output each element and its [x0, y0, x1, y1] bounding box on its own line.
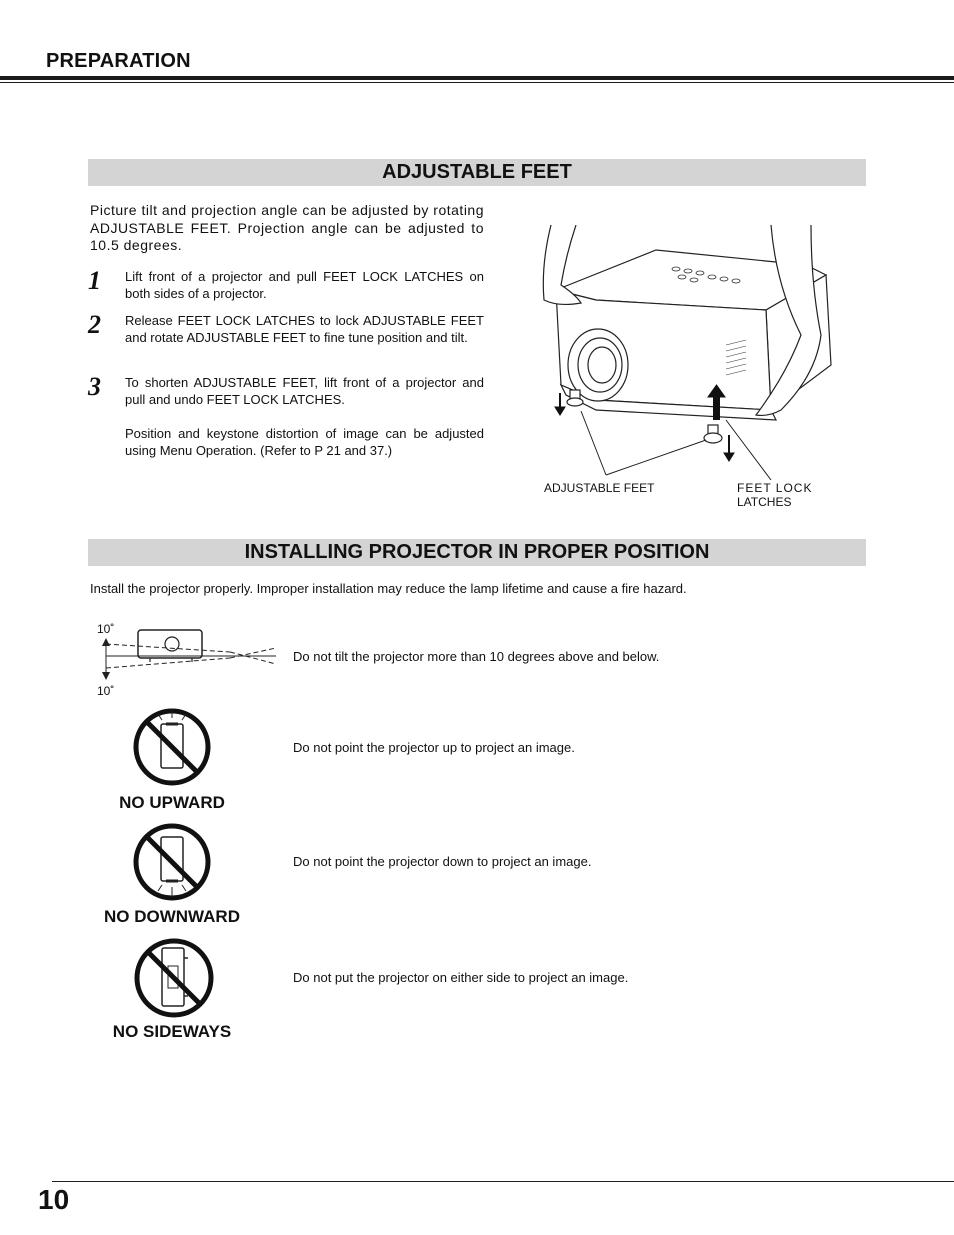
page-number: 10 [38, 1184, 70, 1215]
header-rule-thin [0, 82, 954, 83]
step-2-text: Release FEET LOCK LATCHES to lock ADJUSTABLE FEET and rotate ADJUSTABLE FEET to fine tune position and tilt. [125, 313, 484, 345]
footer-rule [52, 1181, 954, 1182]
adjustable-feet-intro: Picture tilt and projection angle can be adjusted by rotating ADJUSTABLE FEET. Projection angle can be adjusted to 10.5 degrees. [90, 202, 484, 253]
projector-illustration [536, 225, 846, 480]
menu-note: Position and keystone distortion of image can be adjusted using Menu Operation. (Refer to P 21 and 37.) [125, 426, 484, 458]
page-section-title: PREPARATION [46, 50, 191, 72]
header-rule [0, 76, 954, 80]
step-3-number: 3 [88, 372, 101, 401]
no-downward-label: NO DOWNWARD [104, 907, 240, 926]
no-sideways-icon [130, 936, 218, 1020]
no-upward-text: Do not point the projector up to project an image. [293, 740, 575, 755]
feet-lock-caption-line1: FEET LOCK [737, 481, 813, 495]
adjustable-feet-heading: ADJUSTABLE FEET [88, 159, 866, 186]
no-upward-label: NO UPWARD [119, 793, 225, 812]
no-upward-icon [130, 706, 214, 788]
step-3-text: To shorten ADJUSTABLE FEET, lift front of a projector and pull and undo FEET LOCK LATCHES. [125, 375, 484, 407]
tilt-degree-bottom: 10˚ [97, 684, 115, 698]
no-downward-text: Do not point the projector down to project an image. [293, 854, 592, 869]
adjustable-feet-caption: ADJUSTABLE FEET [544, 481, 655, 495]
feet-lock-caption-line2: LATCHES [737, 495, 792, 509]
installing-intro: Install the projector properly. Improper installation may reduce the lamp lifetime and cause a fire hazard. [90, 581, 687, 596]
no-downward-icon [130, 821, 214, 903]
step-1-number: 1 [88, 266, 101, 295]
no-sideways-label: NO SIDEWAYS [112, 1022, 232, 1041]
tilt-diagram [100, 624, 280, 684]
tilt-rule-text: Do not tilt the projector more than 10 degrees above and below. [293, 649, 660, 664]
step-2-number: 2 [88, 310, 101, 339]
no-sideways-text: Do not put the projector on either side to project an image. [293, 970, 629, 985]
step-1-text: Lift front of a projector and pull FEET LOCK LATCHES on both sides of a projector. [125, 269, 484, 301]
installing-heading: INSTALLING PROJECTOR IN PROPER POSITION [88, 539, 866, 566]
tilt-degree-top: 10˚ [97, 622, 115, 636]
